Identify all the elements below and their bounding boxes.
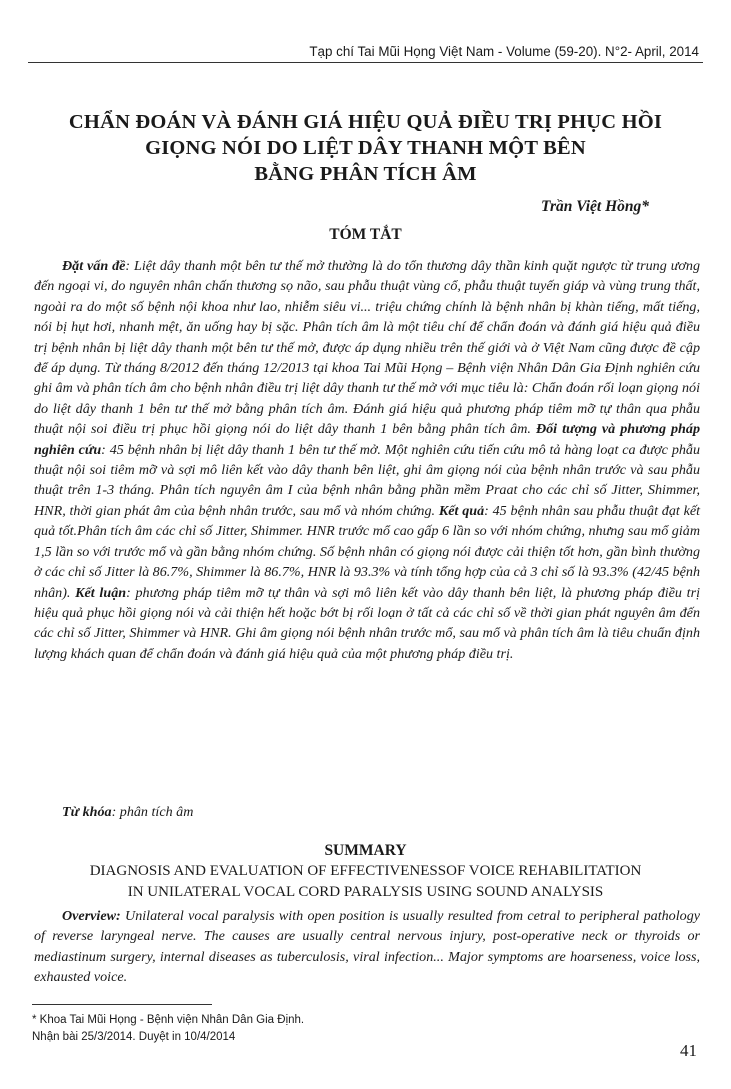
journal-header: Tạp chí Tai Mũi Họng Việt Nam - Volume (59-20). N°2- April, 2014 — [309, 44, 699, 59]
background-label: Đặt vấn đề — [62, 258, 126, 274]
conclusion-text: : phương pháp tiêm mỡ tự thân và sợi mô liên kết vào dây thanh bên liệt, là phương pháp điều trị hiệu quả phục hồi giọng nói và cải thiện hết hoặc bớt bị rối loạn ở tất cả các chỉ số về thời gian phát nguyên âm đến các chỉ số Jitter, Shimmer và HNR. Ghi âm giọng nói bệnh nhân trước mổ, sau mổ và phân tích âm là tiêu chuẩn định lượng khách quan để chẩn đoán và đánh giá hiệu quả của một phương pháp điều trị. — [34, 584, 700, 662]
abstract-heading: TÓM TẮT — [329, 226, 402, 243]
title-line: CHẨN ĐOÁN VÀ ĐÁNH GIÁ HIỆU QUẢ ĐIỀU TRỊ PHỤC HỒI — [68, 111, 663, 133]
conclusion-label: Kết luận — [75, 584, 127, 601]
footnote — [32, 1012, 304, 1046]
footnote-divider — [32, 1004, 212, 1005]
keywords — [62, 804, 193, 821]
footnote-dates: Nhận bài 25/3/2014. Duyệt in 10/4/2014 — [32, 1031, 236, 1043]
english-title — [30, 861, 701, 903]
background-text: : Liệt dây thanh một bên tư thế mở thường là do tổn thương dây thần kinh quặt ngược từ trung ương đến ngoại vi, do nguyên nhân chấn thương sọ não, sau phẫu thuật vùng cổ, phẫu thuật tuyến giáp và vùng trung thất, ngoài ra do một số bệnh nội khoa như lao, nhiễm siêu vi... triệu chứng chính là bệnh nhân bị khàn tiếng, mất tiếng, nói bị hụt hơi, nhanh mệt, ăn uống hay bị sặc. Phân tích âm là một tiêu chí để chẩn đoán và đánh giá hiệu quả điều trị bệnh nhân bị liệt dây thanh một bên tư thế mở, được áp dụng nhiều trên thế giới và ở Việt Nam cũng được đề cập để áp dụng. Từ tháng 8/2012 đến tháng 12/2013 tại khoa Tai Mũi Họng – Bệnh viện Nhân Dân Gia Định nghiên cứu ghi âm và phân tích âm cho bệnh nhân điều trị liệt dây thanh tư thế mở với mục tiêu là: Chẩn đoán rối loạn giọng nói do liệt dây thanh 1 bên tư thế mở bằng phân tích âm. Đánh giá hiệu quả phương pháp tiêm mỡ tự thân qua phẫu thuật nội soi điều trị phục hồi giọng nói do liệt dây thanh 1 bên bằng phân tích âm. — [34, 258, 700, 438]
vietnamese-abstract — [34, 256, 700, 664]
english-abstract — [34, 906, 700, 988]
title-line: BẰNG PHÂN TÍCH ÂM — [254, 163, 477, 185]
summary-heading: SUMMARY — [324, 842, 407, 859]
english-title-line: DIAGNOSIS AND EVALUATION OF EFFECTIVENESSOF VOICE REHABILITATION — [89, 863, 642, 879]
english-title-line: IN UNILATERAL VOCAL CORD PARALYSIS USING SOUND ANALYSIS — [127, 884, 604, 900]
methods-label: Đối tượng và phương pháp nghiên cứu — [34, 421, 700, 458]
author-name: Trần Việt Hồng* — [541, 198, 649, 215]
article-title — [30, 109, 701, 187]
overview-label: Overview: — [62, 908, 121, 924]
results-text: : 45 bệnh nhân sau phẫu thuật đạt kết quả tốt.Phân tích âm các chỉ số Jitter, Shimmer. HNR trước mổ cao gấp 6 lần so với nhóm chứng, nhưng sau mổ giảm 1,5 lần so với trước mổ và gần bằng nhóm chứng. Số bệnh nhân có giọng nói được cải thiện tốt hơn, gần bình thường ở các chỉ số Jitter là 86.7%, Shimmer là 86.7%, HNR là 93.3% và tính tổng hợp của cả 3 chỉ số là 93.3% (42/45 bệnh nhân). — [34, 502, 701, 601]
methods-text: : 45 bệnh nhân bị liệt dây thanh 1 bên tư thế mở. Một nghiên cứu tiến cứu mô tả hàng loạt ca được phẫu thuật nội soi tiêm mỡ và sợi mô liên kết vào dây thanh bên liệt, ghi âm giọng nói của bệnh nhân trước và sau phẫu thuật trên 1-3 tháng. Phân tích nguyên âm I của bệnh nhân bằng phần mềm Praat cho các chỉ số Jitter, Shimmer, HNR, thời gian phát âm của bệnh nhân trước, sau mổ và nhóm chứng. — [34, 441, 701, 519]
keywords-text: : phân tích âm — [111, 804, 194, 820]
page-number: 41 — [680, 1041, 697, 1060]
overview-text: Unilateral vocal paralysis with open position is usually resulted from cetral to peripheral pathology of reverse laryngeal nerve. The causes are usually central nervous injury, post-operative neck or thyroids or mediastinum surgery, internal diseases as tuberculosis, viral infection... Major symptoms are hoarseness, voice loss, exhausted voice. — [34, 908, 700, 986]
header-divider — [28, 62, 703, 63]
footnote-affiliation: * Khoa Tai Mũi Họng - Bệnh viện Nhân Dân Gia Định. — [32, 1014, 305, 1026]
keywords-label: Từ khóa — [62, 804, 112, 820]
title-line: GIỌNG NÓI DO LIỆT DÂY THANH MỘT BÊN — [145, 137, 586, 159]
results-label: Kết quả — [438, 502, 485, 519]
